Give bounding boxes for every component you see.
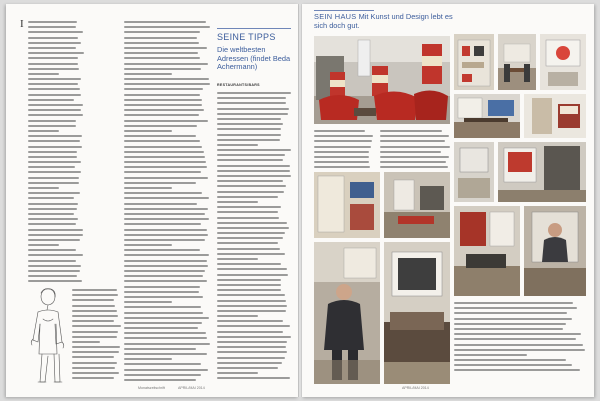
text-line: [314, 151, 369, 153]
text-line: [124, 296, 203, 298]
text-line: [124, 218, 209, 220]
text-line: [380, 156, 449, 158]
text-line: [72, 305, 115, 307]
text-line: [454, 302, 573, 304]
text-line: [28, 192, 80, 194]
text-line: [124, 166, 207, 168]
sidebar-title: SEINE TIPPS: [217, 32, 276, 42]
text-line: [28, 254, 83, 256]
text-line: [124, 239, 205, 241]
text-line: [28, 234, 83, 236]
text-line: [72, 372, 119, 374]
text-line: [28, 94, 81, 96]
text-line: [217, 201, 258, 203]
text-line: [124, 52, 198, 54]
text-line: [124, 260, 207, 262]
text-line: [217, 206, 281, 208]
text-line: [124, 57, 200, 59]
sidebar-listings: [217, 92, 291, 383]
text-line: [28, 166, 75, 168]
text-line: [217, 144, 258, 146]
photo-bookshelf-red: [454, 34, 494, 90]
text-line: [217, 113, 288, 115]
text-line: [217, 377, 290, 379]
text-line: [314, 161, 369, 163]
text-line: [124, 130, 172, 132]
photo-hallway-art: [498, 142, 586, 202]
text-line: [28, 171, 81, 173]
text-line: [124, 322, 202, 324]
text-line: [28, 47, 76, 49]
text-line: [217, 227, 289, 229]
text-line: [124, 47, 207, 49]
text-line: [217, 170, 290, 172]
text-line: [217, 268, 287, 270]
text-line: [217, 331, 283, 333]
text-line: [28, 213, 74, 215]
page-heading-title: SEIN HAUS: [314, 12, 357, 21]
text-line: [28, 114, 83, 116]
text-line: [217, 279, 281, 281]
text-line: [124, 301, 172, 303]
photo-office-desk: [454, 94, 520, 138]
text-line: [72, 325, 121, 327]
text-line: [28, 275, 77, 277]
text-line: [314, 130, 365, 132]
text-line: [124, 125, 197, 127]
text-line: [72, 367, 115, 369]
text-line: [72, 336, 117, 338]
text-line: [217, 351, 287, 353]
text-line: [314, 135, 373, 137]
text-line: [217, 242, 278, 244]
left-footer: Monatszeitschrift: [138, 386, 165, 390]
photo-man-portrait: [314, 242, 380, 384]
text-line: [72, 294, 118, 296]
text-line: [28, 83, 78, 85]
text-line: [217, 357, 285, 359]
text-line: [124, 83, 210, 85]
text-line: [217, 310, 286, 312]
text-line: [124, 37, 197, 39]
text-line: [72, 351, 119, 353]
text-line: [124, 68, 201, 70]
text-line: [380, 140, 445, 142]
text-line: [124, 306, 201, 308]
text-line: [124, 379, 196, 381]
text-line: [380, 151, 441, 153]
text-line: [124, 280, 207, 282]
text-line: [28, 21, 77, 23]
text-line: [28, 146, 82, 148]
text-line: [28, 208, 77, 210]
text-line: [217, 175, 291, 177]
text-line: [454, 312, 567, 314]
text-line: [28, 31, 83, 33]
text-line: [124, 223, 201, 225]
text-line: [124, 109, 204, 111]
text-line: [124, 312, 203, 314]
text-line: [124, 265, 208, 267]
sidebar-section-label: RESTAURANTS/BARS: [217, 83, 260, 87]
text-line: [28, 125, 76, 127]
photo-artwork-wall: [540, 34, 586, 90]
text-line: [28, 135, 82, 137]
text-line: [124, 337, 207, 339]
text-line: [72, 310, 117, 312]
text-line: [217, 222, 287, 224]
text-line: [380, 166, 448, 168]
photo-studio-art: [454, 206, 520, 296]
text-line: [380, 161, 446, 163]
text-line: [124, 31, 200, 33]
heading-top-rule: [314, 10, 374, 11]
text-line: [124, 208, 208, 210]
text-line: [124, 332, 206, 334]
text-line: [28, 151, 77, 153]
text-line: [28, 265, 81, 267]
text-line: [28, 177, 79, 179]
text-line: [217, 248, 280, 250]
text-line: [124, 244, 172, 246]
text-line: [124, 99, 202, 101]
text-line: [28, 57, 78, 59]
text-line: [28, 109, 81, 111]
text-line: [217, 196, 278, 198]
text-line: [217, 185, 286, 187]
text-line: [380, 146, 450, 148]
text-line: [217, 123, 283, 125]
text-line: [124, 161, 206, 163]
text-line: [124, 63, 208, 65]
text-line: [28, 203, 78, 205]
text-line: [124, 120, 208, 122]
text-line: [124, 177, 208, 179]
text-line: [124, 343, 210, 345]
text-line: [124, 88, 203, 90]
text-line: [124, 192, 202, 194]
text-line: [217, 341, 287, 343]
article-column-1: [28, 21, 84, 286]
text-line: [72, 377, 114, 379]
photo-living-room-chairs: [314, 36, 450, 124]
text-line: [217, 154, 285, 156]
text-line: [124, 348, 196, 350]
sidebar-top-rule: [217, 28, 291, 29]
text-line: [28, 26, 76, 28]
text-line: [217, 134, 281, 136]
text-line: [28, 197, 74, 199]
text-line: [124, 78, 209, 80]
right-page: [302, 4, 594, 397]
text-line: [217, 336, 291, 338]
text-line: [217, 237, 283, 239]
text-line: [217, 232, 285, 234]
text-line: [28, 42, 81, 44]
text-line: [454, 323, 566, 325]
text-line: [124, 171, 201, 173]
text-line: [217, 263, 281, 265]
text-line: [217, 300, 286, 302]
text-line: [124, 254, 209, 256]
text-line: [217, 211, 278, 213]
text-line: [124, 114, 199, 116]
text-line: [217, 128, 281, 130]
text-line: [28, 37, 78, 39]
text-line: [72, 299, 114, 301]
text-line: [454, 354, 527, 356]
text-line: [124, 151, 204, 153]
text-line: [124, 213, 205, 215]
text-line: [124, 234, 208, 236]
text-line: [72, 315, 118, 317]
text-line: [124, 327, 198, 329]
text-line: [124, 358, 172, 360]
photo-bookcase-corner: [314, 172, 380, 238]
text-line: [124, 73, 172, 75]
text-line: [217, 217, 279, 219]
text-line: [454, 369, 580, 371]
text-line: [124, 363, 201, 365]
text-line: [28, 104, 83, 106]
text-line: [217, 165, 290, 167]
text-line: [28, 161, 81, 163]
text-line: [124, 94, 200, 96]
photo-dining-chairs: [498, 34, 536, 90]
text-line: [314, 166, 370, 168]
text-line: [217, 367, 278, 369]
text-line: [72, 356, 114, 358]
text-line: [124, 182, 196, 184]
text-line: [217, 372, 258, 374]
text-line: [217, 362, 282, 364]
text-line: [124, 317, 209, 319]
text-line: [217, 320, 283, 322]
text-line: [124, 203, 197, 205]
text-line: [124, 286, 200, 288]
text-line: [314, 146, 371, 148]
text-line: [28, 229, 83, 231]
text-line: [217, 274, 288, 276]
text-line: [217, 92, 291, 94]
photo-bathroom-mirror: [454, 142, 494, 202]
figure-sketch-illustration: [18, 279, 72, 389]
text-line: [28, 156, 77, 158]
text-line: [217, 139, 280, 141]
text-line: [28, 218, 78, 220]
text-line: [454, 307, 577, 309]
text-line: [28, 187, 59, 189]
photo-sculpture-detail: [524, 94, 586, 138]
text-line: [454, 328, 563, 330]
text-line: [28, 140, 80, 142]
article-column-2: [124, 21, 211, 384]
text-line: [72, 362, 117, 364]
text-line: [72, 331, 118, 333]
text-line: [217, 294, 285, 296]
sidebar-subtitle: Die weltbesten Adressen (findet Beda Achermann): [217, 45, 291, 72]
text-line: [28, 52, 84, 54]
text-line: [28, 63, 78, 65]
text-line: [124, 146, 202, 148]
text-line: [28, 239, 80, 241]
text-line: [124, 369, 208, 371]
text-line: [28, 88, 80, 90]
left-page: [6, 4, 298, 397]
text-line: [217, 102, 286, 104]
text-line: [217, 284, 281, 286]
text-line: [28, 130, 59, 132]
text-line: [124, 26, 210, 28]
photo-caption-middle: [380, 130, 450, 172]
text-line: [454, 333, 581, 335]
right-page-number: [580, 385, 581, 390]
text-line: [217, 258, 258, 260]
text-line: [380, 130, 442, 132]
text-line: [28, 73, 59, 75]
text-line: [124, 353, 207, 355]
text-line: [28, 68, 79, 70]
text-line: [217, 159, 283, 161]
text-line: [217, 97, 286, 99]
text-line: [28, 78, 81, 80]
text-line: [124, 187, 172, 189]
text-line: [217, 180, 283, 182]
text-line: [454, 338, 576, 340]
photo-caption-bottom: [454, 302, 586, 375]
text-line: [217, 346, 286, 348]
text-line: [124, 374, 201, 376]
text-line: [28, 223, 76, 225]
photo-sofa-artwork: [384, 242, 450, 384]
text-line: [217, 118, 281, 120]
text-line: [217, 253, 285, 255]
text-line: [28, 120, 76, 122]
photo-mirror-person: [524, 206, 586, 296]
text-line: [454, 359, 566, 361]
article-column-1-lower: [72, 289, 122, 382]
text-line: [217, 108, 289, 110]
text-line: [124, 156, 205, 158]
text-line: [217, 315, 258, 317]
text-line: [28, 270, 80, 272]
text-line: [217, 325, 290, 327]
text-line: [124, 21, 206, 23]
text-line: [124, 270, 205, 272]
text-line: [124, 229, 207, 231]
text-line: [72, 289, 117, 291]
text-line: [314, 140, 372, 142]
text-line: [28, 182, 79, 184]
text-line: [124, 104, 202, 106]
text-line: [124, 135, 196, 137]
drop-cap: I: [20, 18, 24, 30]
text-line: [72, 341, 100, 343]
text-line: [454, 349, 585, 351]
text-line: [454, 344, 583, 346]
text-line: [454, 318, 572, 320]
page-heading-subtitle: Mit Kunst und Design lebt es sich doch gut.: [314, 12, 453, 30]
text-line: [380, 135, 449, 137]
text-line: [28, 249, 76, 251]
text-line: [72, 346, 120, 348]
text-line: [217, 191, 284, 193]
text-line: [124, 275, 203, 277]
text-line: [124, 197, 209, 199]
text-line: [28, 99, 74, 101]
photo-living-detail: [384, 172, 450, 238]
text-line: [454, 364, 572, 366]
text-line: [28, 260, 76, 262]
text-line: [217, 149, 291, 151]
text-line: [217, 289, 281, 291]
right-footer: APRIL/MAI 2014: [402, 386, 429, 390]
left-page-number: [18, 385, 19, 390]
text-line: [217, 305, 287, 307]
text-line: [72, 320, 114, 322]
page-heading: [314, 13, 464, 30]
photo-caption-top: [314, 130, 374, 172]
text-line: [124, 140, 200, 142]
text-line: [124, 42, 199, 44]
text-line: [124, 291, 199, 293]
left-footer-date: APRIL/MAI 2014: [178, 386, 205, 390]
text-line: [124, 249, 200, 251]
text-line: [28, 244, 59, 246]
text-line: [314, 156, 369, 158]
